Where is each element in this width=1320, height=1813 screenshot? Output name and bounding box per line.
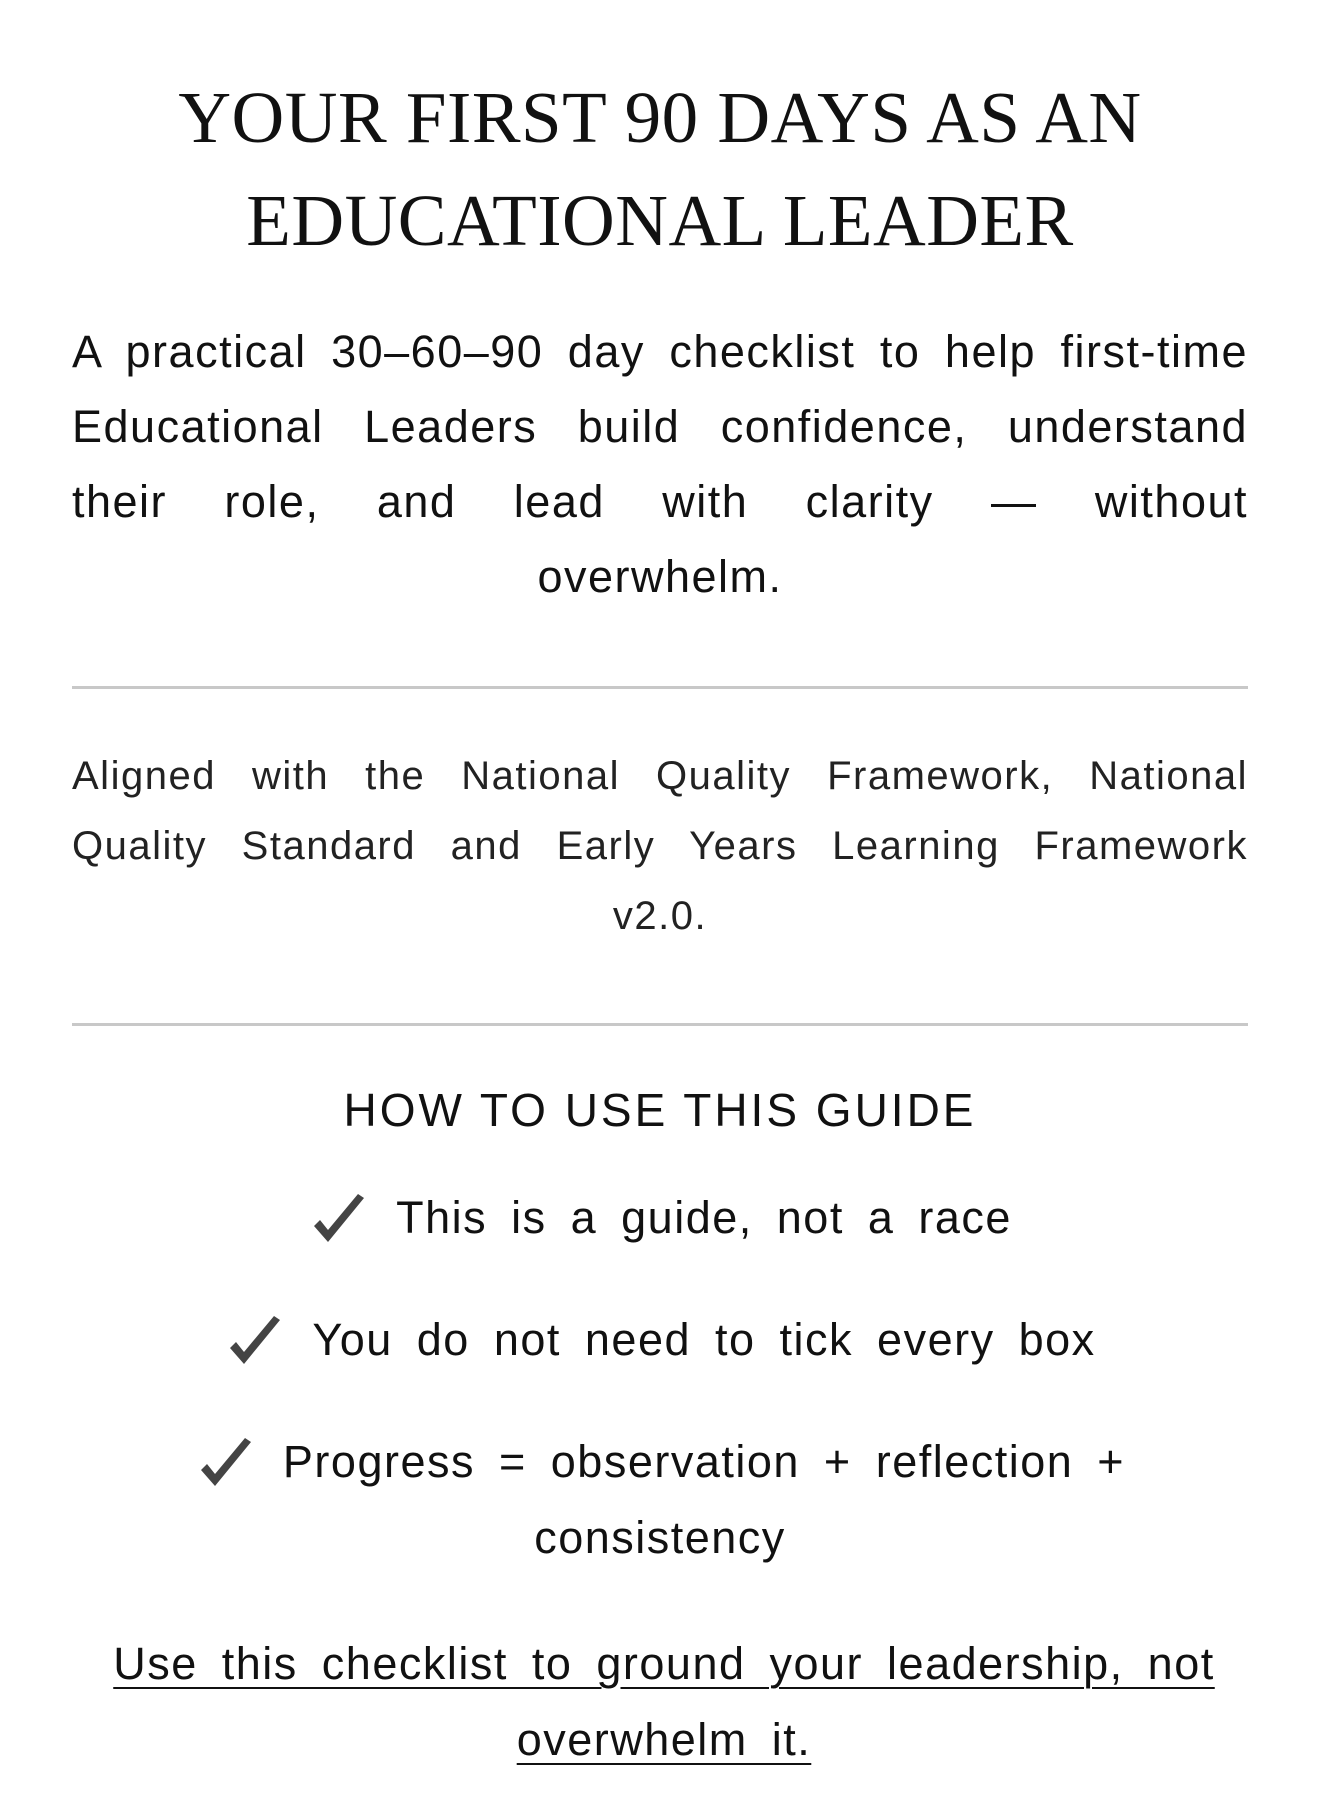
checklist-item: [72, 1180, 1248, 1256]
page-title-line-1: YOUR FIRST 90 DAYS AS AN: [178, 77, 1142, 158]
closing-statement: Use this checklist to ground your leadership, not overwhelm it.: [113, 1638, 1215, 1765]
checkmark-icon: [195, 1434, 257, 1496]
subtitle: A practical 30–60–90 day checklist to help first-time Educational Leaders build confidence, understand their role, and lead with clarity — without overwhelm.: [72, 326, 1248, 602]
framework-alignment-note: Aligned with the National Quality Framework, National Quality Standard and Early Years Learning Framework v2.0.: [72, 754, 1248, 938]
checklist-item-text-continued: consistency: [534, 1512, 786, 1563]
checklist-item: [72, 1424, 1248, 1500]
page-title: [72, 0, 1248, 272]
checkmark-icon: [308, 1190, 370, 1252]
checklist-item-continuation: [72, 1500, 1248, 1576]
checklist-item-text: Progress = observation + reflection +: [282, 1436, 1126, 1487]
checkmark-icon: [224, 1312, 286, 1374]
divider-top: [72, 686, 1248, 689]
divider-bottom: [72, 1023, 1248, 1026]
checklist-item: [72, 1302, 1248, 1378]
checklist-item-text: You do not need to tick every box: [312, 1314, 1096, 1365]
checklist-item-text: This is a guide, not a race: [396, 1192, 1012, 1243]
how-to-use-heading: HOW TO USE THIS GUIDE: [343, 1084, 977, 1136]
page-title-line-2: EDUCATIONAL LEADER: [246, 180, 1074, 261]
how-to-checklist: [72, 1180, 1248, 1576]
